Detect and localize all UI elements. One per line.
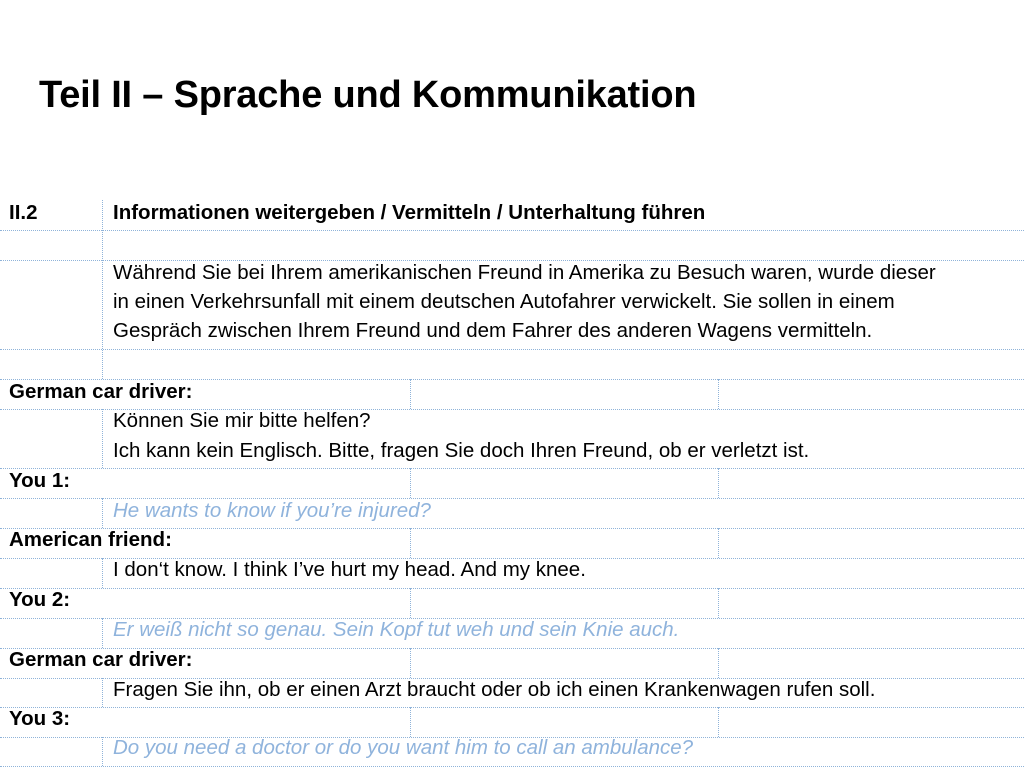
section-number: II.2 (9, 201, 38, 224)
column-divider (718, 648, 719, 678)
column-divider (102, 678, 103, 707)
column-divider (102, 200, 103, 379)
exercise-table (0, 198, 1024, 768)
speaker-label: American friend: (9, 528, 172, 551)
row-divider (0, 588, 1024, 589)
column-divider (718, 528, 719, 558)
instruction-line: Gespräch zwischen Ihrem Freund und dem Fahrer des anderen Wagens vermitteln. (113, 319, 873, 342)
column-divider (102, 558, 103, 588)
column-divider (718, 588, 719, 618)
speaker-label: German car driver: (9, 380, 193, 403)
speaker-label: You 3: (9, 707, 71, 730)
speaker-label: You 2: (9, 588, 71, 611)
row-divider (0, 230, 1024, 231)
row-divider (0, 349, 1024, 350)
column-divider (718, 707, 719, 737)
answer-text: Er weiß nicht so genau. Sein Kopf tut weh und sein Knie auch. (113, 618, 680, 641)
column-divider (718, 468, 719, 498)
column-divider (410, 528, 411, 558)
dialogue-line: Fragen Sie ihn, ob er einen Arzt braucht oder ob ich einen Krankenwagen rufen soll. (113, 678, 876, 701)
row-divider (0, 707, 1024, 708)
column-divider (718, 379, 719, 409)
speaker-label: You 1: (9, 469, 71, 492)
column-divider (102, 618, 103, 648)
column-divider (410, 648, 411, 678)
answer-text: Do you need a doctor or do you want him to call an ambulance? (113, 736, 694, 759)
row-divider (0, 468, 1024, 469)
instruction-line: in einen Verkehrsunfall mit einem deutschen Autofahrer verwickelt. Sie sollen in einem (113, 290, 895, 313)
column-divider (410, 588, 411, 618)
column-divider (410, 468, 411, 498)
page-title: Teil II – Sprache und Kommunikation (39, 74, 697, 116)
instruction-line: Während Sie bei Ihrem amerikanischen Freund in Amerika zu Besuch waren, wurde dieser (113, 261, 936, 284)
answer-text: He wants to know if you’re injured? (113, 499, 431, 522)
dialogue-line: I don‘t know. I think I’ve hurt my head. And my knee. (113, 558, 586, 581)
dialogue-line: Ich kann kein Englisch. Bitte, fragen Sie doch Ihren Freund, ob er verletzt ist. (113, 439, 810, 462)
section-heading: Informationen weitergeben / Vermitteln / Unterhaltung führen (113, 201, 706, 224)
row-divider (0, 766, 1024, 767)
column-divider (102, 498, 103, 528)
speaker-label: German car driver: (9, 648, 193, 671)
column-divider (102, 409, 103, 468)
column-divider (410, 379, 411, 409)
column-divider (102, 737, 103, 766)
dialogue-line: Können Sie mir bitte helfen? (113, 409, 371, 432)
